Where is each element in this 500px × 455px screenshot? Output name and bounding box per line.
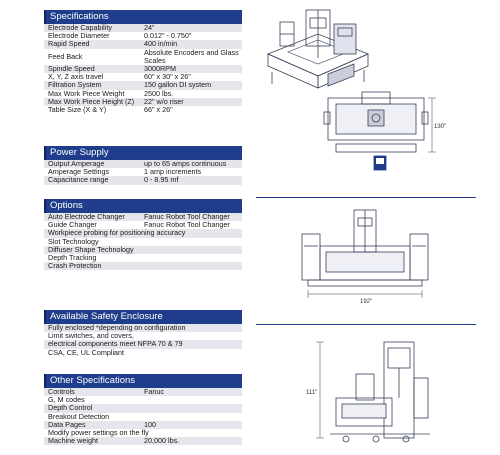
other-specifications-section xyxy=(44,374,242,445)
spec-row: Data Pages 100 xyxy=(44,421,242,429)
spec-row: Controls Fanuc xyxy=(44,388,242,396)
spec-row: Machine weight 20,000 lbs. xyxy=(44,437,242,445)
spec-row: Electrode Capability 24" xyxy=(44,24,242,32)
section-divider xyxy=(256,324,476,325)
power-supply-section xyxy=(44,146,242,185)
spec-row: electrical components meet NFPA 70 & 79 xyxy=(44,340,242,348)
section-header: Options xyxy=(44,199,242,213)
spec-row: Amperage Settings 1 amp increments xyxy=(48,167,202,177)
spec-row: Modify power settings on the fly xyxy=(48,429,149,438)
spec-row: Workpiece probing for positioning accuracy xyxy=(44,229,242,237)
section-divider xyxy=(256,197,476,198)
section-header: Specifications xyxy=(44,10,242,24)
dimension-label: 111" xyxy=(306,390,318,396)
spec-row: Filtration System 150 gallon DI system xyxy=(44,81,242,89)
spec-row: CSA, CE, UL Compliant xyxy=(48,348,125,357)
dimension-label: 130" xyxy=(434,124,447,130)
spec-row: Output Amperage up to 65 amps continuous xyxy=(44,160,242,168)
section-header: Available Safety Enclosure xyxy=(44,310,242,324)
spec-row: Capacitance range 0 - 8.95 mf xyxy=(44,176,242,184)
specifications-section xyxy=(44,10,242,114)
front-view-drawing xyxy=(300,206,430,306)
spec-row: Auto Electrode Changer Fanuc Robot Tool Changer xyxy=(44,213,242,221)
spec-row: Depth Control xyxy=(44,404,242,412)
spec-row: Breakout Detection xyxy=(48,412,110,421)
spec-row: X, Y, Z axis travel 60" x 30" x 26" xyxy=(48,72,191,82)
spec-row: Spindle Speed 3000RPM xyxy=(44,65,242,73)
spec-row: Fully enclosed *depending on configuration xyxy=(44,324,242,332)
spec-row: Crash Protection xyxy=(44,262,242,270)
side-view-drawing xyxy=(306,338,436,450)
section-header: Power Supply xyxy=(44,146,242,160)
options-section xyxy=(44,199,242,270)
spec-row: Rapid Speed 400 in/min xyxy=(44,40,242,48)
spec-row: Electrode Diameter 0.012" - 0.750" xyxy=(48,31,192,41)
dimension-label: 192" xyxy=(360,299,373,305)
spec-row: Diffuser Shape Technology xyxy=(44,246,242,254)
section-header: Other Specifications xyxy=(44,374,242,388)
spec-row: Limit switches, and covers, xyxy=(48,332,134,341)
spec-row: G, M codes xyxy=(48,396,85,405)
top-view-drawing xyxy=(322,86,452,184)
safety-enclosure-section xyxy=(44,310,242,357)
spec-row: Depth Tracking xyxy=(48,254,97,263)
spec-row: Feed Back Absolute Encoders and Glass Scales xyxy=(48,47,239,65)
spec-row: Slot Technology xyxy=(48,237,99,246)
spec-row: Table Size (X & Y) 66" x 26" xyxy=(48,105,173,115)
spec-row: Guide Changer Fanuc Robot Tool Changer xyxy=(48,220,230,230)
spec-row: Max Work Piece Height (Z) 22" w/o riser xyxy=(44,98,242,106)
spec-row: Max Work Piece Weight 2500 lbs. xyxy=(48,88,174,98)
